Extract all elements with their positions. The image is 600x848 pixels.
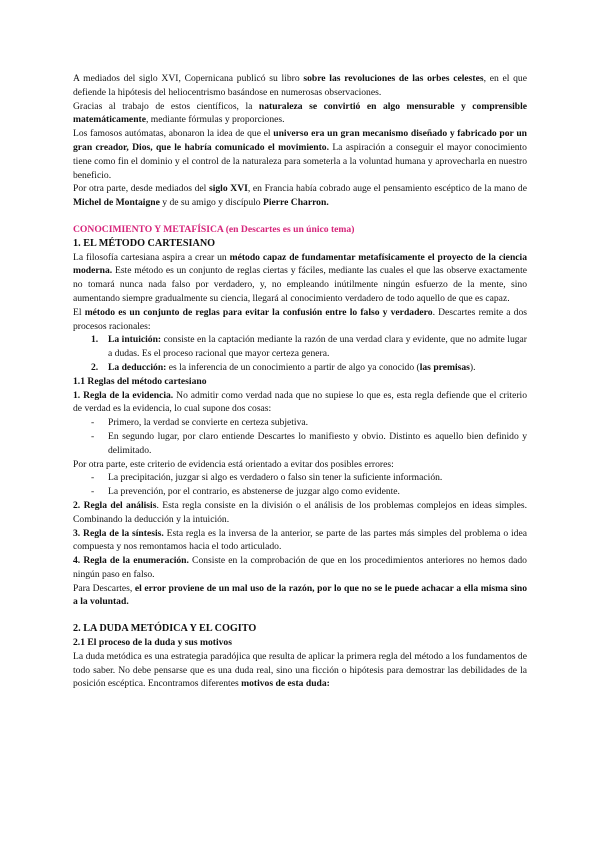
heading-proceso-duda: 2.1 El proceso de la duda y sus motivos xyxy=(73,637,232,649)
list-item xyxy=(73,416,527,430)
text-run: No admitir como verdad nada que no supiese lo que es, esta regla defiende que el criterio de verdad es la evidencia, lo cual supone dos cosas: xyxy=(73,389,527,415)
spacer xyxy=(73,609,527,622)
evidencia-list xyxy=(73,416,527,457)
dash-bullet: - xyxy=(91,417,95,429)
heading-reglas: 1.1 Reglas del método cartesiano xyxy=(73,375,207,387)
bold-run: motivos de esta duda: xyxy=(241,678,330,690)
text-run: Esta regla es la inversa de la anterior, se parte de las partes más simples del problema o idea compuesta y nos remontamos hacia el todo articulado. xyxy=(73,527,527,553)
duda-paragraph-1 xyxy=(73,650,527,691)
errores-intro: Por otra parte, este criterio de evidencia está orientado a evitar dos posibles errores: xyxy=(73,458,394,470)
heading-duda-metodica: 2. LA DUDA METÓDICA Y EL COGITO xyxy=(73,623,257,635)
text-run: , en el que defiende la hipótesis del heliocentrismo basándose en numerosas observaciones. xyxy=(73,73,527,98)
bold-run: naturaleza se convirtió en algo mensurable y comprensible matemáticamente xyxy=(73,100,527,126)
process-item-intuicion xyxy=(73,333,527,361)
bold-run: 1. Regla de la evidencia. xyxy=(73,389,174,401)
bold-run: método es un conjunto de reglas para evitar la confusión entre lo falso y verdadero xyxy=(84,306,433,318)
regla-evidencia xyxy=(73,389,527,417)
text-run: Los famosos autómatas, abonaron la idea de que el xyxy=(73,128,274,140)
process-text: consiste en la captación mediante la razón de una verdad clara y evidente, que no admite lugar a dudas. Es el proceso racional que mayor certeza genera. xyxy=(108,334,528,360)
intro-paragraph-1 xyxy=(73,72,527,100)
text-run: La filosofía cartesiana aspira a crear un xyxy=(73,251,230,263)
regla-sintesis xyxy=(73,527,527,555)
text-run: , mediante fórmulas y proporciones. xyxy=(145,114,285,126)
dash-bullet: - xyxy=(91,486,95,498)
text-run: Este método es un conjunto de reglas ciertas y fáciles, mediante las cuales el que las observe exactamente no tomará nunca nada falso por verdadero, y, no empleando inútilmente ningún esfuerzo de la mente, sino aumentando siempre gradualmente su ciencia, llegará al conocimiento verdadero de todo aquello de que es capaz. xyxy=(73,265,527,304)
process-item-deduccion xyxy=(73,361,527,375)
list-item xyxy=(73,430,527,458)
text-run: Consiste en la comprobación de que en los procedimientos anteriores no hemos dado ningún paso en falso. xyxy=(73,555,527,580)
process-term: La deducción: xyxy=(108,361,167,373)
bold-run: 2. Regla del análisis xyxy=(73,499,157,511)
errores-list xyxy=(73,471,527,499)
bold-run: método capaz de fundamentar metafísicamente el proyecto de la ciencia moderna. xyxy=(73,251,527,277)
process-text: es la inferencia de un conocimiento a partir de algo ya conocido ( xyxy=(166,361,420,373)
list-number: 1. xyxy=(91,334,99,346)
text-run: La duda metódica es una estrategia paradójica que resulta de aplicar la primera regla del método a los fundamentos de todo saber. No debe pensarse que es una duda real, sino una ficción o hipótesis para demostrar las debilidades de la posición escéptica. Encontramos diferentes xyxy=(73,650,527,690)
bold-run: universo era un gran mecanismo diseñado y fabricado por un gran creador, Dios, que le habría comunicado el movimiento. xyxy=(73,128,527,153)
conclusion-paragraph xyxy=(73,582,527,610)
intro-paragraph-3 xyxy=(73,127,527,182)
section-heading-conocimiento: CONOCIMIENTO Y METAFÍSICA (en Descartes es un único tema) xyxy=(73,223,355,235)
text-run: Para Descartes, xyxy=(73,582,135,594)
bold-run: Michel de Montaigne xyxy=(73,197,160,209)
text-run: La aspiración a conseguir el mayor conocimiento tiene como fin el dominio y el control de la naturaleza para someterla a la voluntad humana y aprovecharla en nuestro beneficio. xyxy=(73,141,527,181)
dash-bullet: - xyxy=(91,430,95,442)
list-item-text: La precipitación, juzgar si algo es verdadero o falso sin tener la suficiente información. xyxy=(108,472,443,484)
metodo-paragraph-2 xyxy=(73,306,527,334)
list-number: 2. xyxy=(91,361,99,373)
bold-run: 3. Regla de la síntesis. xyxy=(73,527,164,539)
metodo-paragraph-1 xyxy=(73,251,527,306)
text-run: El xyxy=(73,306,85,318)
document-body xyxy=(73,72,527,691)
heading-metodo-cartesiano: 1. EL MÉTODO CARTESIANO xyxy=(73,237,216,249)
list-item xyxy=(73,485,527,499)
list-item-text: La prevención, por el contrario, es abstenerse de juzgar algo como evidente. xyxy=(108,486,400,498)
spacer xyxy=(73,210,527,223)
list-item-text: Primero, la verdad se convierte en certeza subjetiva. xyxy=(108,417,309,429)
process-text: ). xyxy=(469,361,476,373)
process-term: La intuición: xyxy=(108,334,162,346)
text-run: . Descartes remite a dos procesos racionales: xyxy=(73,306,527,332)
text-run: Gracias al trabajo de estos científicos, la xyxy=(73,100,259,112)
bold-run: siglo XVI xyxy=(208,183,248,195)
bold-run: el error proviene de un mal uso de la razón, por lo que no se le puede achacar a ella misma sino a la voluntad. xyxy=(73,582,527,608)
text-run: Por otra parte, desde mediados del xyxy=(73,183,209,195)
regla-analisis xyxy=(73,499,527,527)
text-run: . Esta regla consiste en la división o el análisis de los problemas complejos en ideas simples. Combinando la deducción y la intuición. xyxy=(73,499,527,525)
process-term: las premisas xyxy=(419,361,470,373)
intro-paragraph-2 xyxy=(73,100,527,128)
text-run: A mediados del siglo XVI, Copernicana publicó su libro xyxy=(73,73,304,84)
text-run: , en Francia había cobrado auge el pensamiento escéptico de la mano de xyxy=(247,183,527,195)
processes-list xyxy=(73,333,527,374)
bold-run: 4. Regla de la enumeración. xyxy=(73,555,189,567)
bold-run: sobre las revoluciones de las orbes celestes xyxy=(303,73,484,84)
text-run: y de su amigo y discípulo xyxy=(159,197,263,209)
list-item xyxy=(73,471,527,485)
regla-enumeracion xyxy=(73,554,527,582)
bold-run: Pierre Charron. xyxy=(263,197,329,209)
list-item-text: En segundo lugar, por claro entiende Descartes lo manifiesto y obvio. Distinto es aquello bien definido y delimitado. xyxy=(108,430,527,456)
intro-paragraph-4 xyxy=(73,182,527,210)
dash-bullet: - xyxy=(91,472,95,484)
